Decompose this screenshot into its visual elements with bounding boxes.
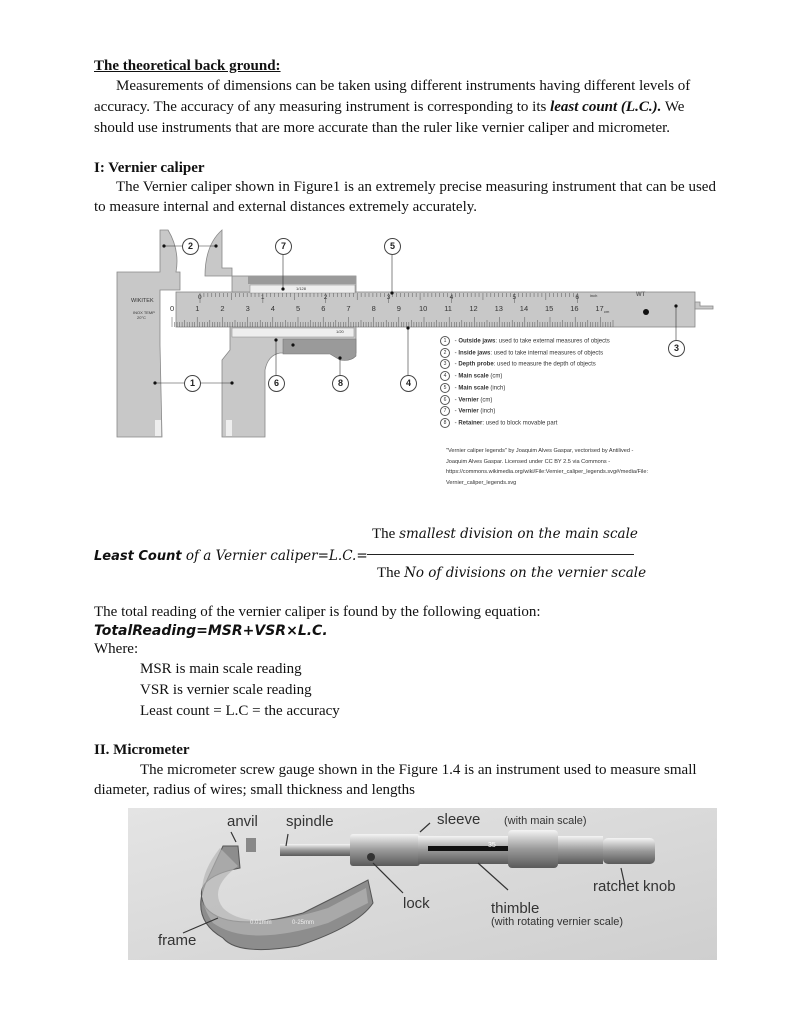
jaw-tip [226, 420, 232, 436]
label-lock: lock [403, 895, 430, 912]
text: No of divisions on the vernier scale [404, 565, 647, 581]
legend-number: 3 [440, 359, 450, 369]
legend-item: 2 - Inside jaws: used to take internal measures of objects [440, 348, 603, 358]
text: Least Count [94, 549, 182, 564]
lc-denominator [377, 564, 646, 582]
section-heading: The theoretical back ground: [94, 58, 281, 74]
inch-number: 6 [575, 294, 580, 301]
legend-desc: (inch) [488, 385, 506, 392]
callout-1: 1 [184, 375, 201, 392]
where-label: Where: [94, 641, 139, 657]
vernier-title: I: Vernier caliper [94, 160, 205, 176]
legend-term: Main scale [458, 385, 489, 392]
cm-number: 16 [570, 304, 579, 313]
legend-number: 4 [440, 371, 450, 381]
cm-number: 1 [195, 304, 200, 313]
least-count-term: least count (L.C.). [550, 99, 662, 115]
legend-number: 2 [440, 348, 450, 358]
label-frame: frame [158, 932, 197, 949]
label-thimble: thimble [491, 900, 540, 917]
text: smallest division on the main scale [399, 526, 638, 542]
legend-item: 4 - Main scale (cm) [440, 371, 502, 381]
legend-desc: : used to take internal measures of objects [490, 350, 604, 357]
intro-line-3: should use instruments that are more accurate than the ruler like vernier caliper and micrometer. [94, 120, 671, 136]
attribution-line: https://commons.wikimedia.org/wiki/File:Vernier_caliper_legends.svg#/media/File: [446, 469, 649, 476]
label-thimble-note: (with rotating vernier scale) [491, 916, 624, 928]
cm-number: 12 [469, 304, 478, 313]
callout-2: 2 [182, 238, 199, 255]
legend-term: Main scale [458, 373, 489, 380]
sleeve-number: 35 [488, 842, 496, 849]
inch-number: 1 [260, 294, 265, 301]
ratchet-shape [603, 838, 655, 864]
depth-probe [695, 302, 713, 309]
attribution-line: Joaquim Alves Gaspar. Licensed under CC BY 2.5 via Commons - [446, 458, 611, 465]
micrometer-title: II. Micrometer [94, 742, 190, 758]
text: accuracy. The accuracy of any measuring instrument is corresponding to its [94, 99, 551, 115]
text: of a Vernier caliper=L.C.= [181, 548, 368, 564]
cm-number: 11 [444, 304, 452, 313]
legend-desc: (inch) [478, 408, 496, 415]
main-beam [176, 292, 695, 327]
legend-item: 8 - Retainer: used to block movable part [440, 418, 557, 428]
legend-desc: (cm) [478, 397, 493, 404]
label-spindle: spindle [286, 813, 334, 830]
spindle-shape [280, 844, 355, 856]
temp-label-2: 20°C [137, 315, 146, 320]
legend-item: 1 - Outside jaws: used to take external measures of objects [440, 336, 610, 346]
vernier-inch-plate [248, 276, 356, 284]
cm-number: 9 [396, 304, 401, 313]
cm-number: 17 [595, 304, 604, 313]
legend-number: 1 [440, 336, 450, 346]
thimble-shape [508, 830, 558, 868]
callout-8: 8 [332, 375, 349, 392]
cm-unit: cm [604, 309, 610, 314]
inch-number: 3 [386, 294, 391, 301]
frame-mark-2: 0-25mm [292, 920, 315, 926]
brand-label: WIKITEK [131, 298, 154, 304]
moving-inner-jaw [205, 230, 232, 276]
micrometer-line-2: diameter, radius of wires; small thickness and lengths [94, 782, 415, 798]
text: The [377, 565, 405, 581]
legend-item: 6 - Vernier (cm) [440, 395, 492, 405]
micrometer-line-1: The micrometer screw gauge shown in the Figure 1.4 is an instrument used to measure small [140, 762, 697, 778]
intro-line-1: Measurements of dimensions can be taken using different instruments having different levels of [116, 78, 691, 94]
legend-desc: : used to measure the depth of objects [493, 361, 596, 368]
legend-term: Retainer [458, 420, 483, 427]
legend-desc: (cm) [488, 373, 503, 380]
total-reading-formula: TotalReading=MSR+VSR×L.C. [94, 623, 328, 639]
def-msr: MSR is main scale reading [140, 661, 302, 677]
fixed-jaw [117, 230, 180, 437]
def-vsr: VSR is vernier scale reading [140, 682, 312, 698]
cm-number: 2 [220, 304, 225, 313]
lc-numerator [372, 525, 638, 543]
legend-desc: : used to take external measures of objects [495, 338, 610, 345]
callout-7: 7 [275, 238, 292, 255]
total-reading-text: The total reading of the vernier caliper is found by the following equation: [94, 604, 541, 620]
label-sleeve: sleeve [437, 811, 481, 828]
legend-term: Depth probe [458, 361, 494, 368]
legend-number: 6 [440, 395, 450, 405]
callout-6: 6 [268, 375, 285, 392]
cm-number: 3 [245, 304, 250, 313]
inch-number: 2 [323, 294, 328, 301]
inch-number: 5 [512, 294, 517, 301]
cm-number: 0 [170, 304, 175, 313]
cm-number: 13 [494, 304, 503, 313]
fraction-bar [367, 554, 634, 555]
frame-mark-1: 0.01mm [250, 920, 272, 926]
legend-number: 8 [440, 418, 450, 428]
text: We [661, 99, 685, 115]
attribution-line: Vernier_caliper_legends.svg [446, 480, 517, 487]
attribution-line: "Vernier caliper legends" by Joaquim Alves Gaspar, vectorised by Antilived - [446, 448, 634, 454]
vernier-line-2: to measure internal and external distances extremely accurately. [94, 199, 478, 215]
def-lc: Least count = L.C = the accuracy [140, 703, 340, 719]
vernier-line-1: The Vernier caliper shown in Figure1 is an extremely precise measuring instrument that can be used [116, 179, 716, 195]
legend-item: 7 - Vernier (inch) [440, 406, 495, 416]
label-sleeve-note: (with main scale) [504, 815, 587, 827]
inch-number: 4 [449, 294, 454, 301]
cm-number: 15 [545, 304, 554, 313]
legend-term: Vernier [458, 397, 479, 404]
jaw-tip [155, 420, 161, 436]
legend-term: Outside jaws [458, 338, 496, 345]
callout-3: 3 [668, 340, 685, 357]
temp-label: INOX TEMP [133, 310, 155, 315]
legend-item: 5 - Main scale (inch) [440, 383, 505, 393]
text: The [372, 526, 400, 542]
retainer [283, 339, 356, 361]
cm-number: 4 [270, 304, 275, 313]
cm-number: 14 [519, 304, 529, 313]
anvil-shape [246, 838, 256, 852]
lock-knob [367, 853, 375, 861]
callout-4: 4 [400, 375, 417, 392]
legend-number: 7 [440, 406, 450, 416]
cm-number: 10 [419, 304, 428, 313]
legend-desc: : used to block movable part [482, 420, 558, 427]
inch-number: 0 [198, 294, 202, 301]
legend-item: 3 - Depth probe: used to measure the depth of objects [440, 359, 596, 369]
logo: WT [636, 292, 646, 298]
lc-lhs [94, 547, 368, 566]
inch-unit: inch [590, 293, 598, 298]
label-ratchet-knob: ratchet knob [593, 878, 676, 895]
label-anvil: anvil [227, 813, 258, 830]
legend-term: Inside jaws [458, 350, 491, 357]
cm-number: 5 [296, 304, 301, 313]
legend-number: 5 [440, 383, 450, 393]
vernier-inch-label: 1/128 [296, 286, 307, 291]
legend-term: Vernier [458, 408, 479, 415]
callout-5: 5 [384, 238, 401, 255]
cm-number: 6 [321, 304, 326, 313]
cm-number: 7 [346, 304, 351, 313]
lock-housing [350, 834, 420, 866]
vernier-cm-label: 1/20 [336, 329, 344, 334]
cm-number: 8 [371, 304, 376, 313]
